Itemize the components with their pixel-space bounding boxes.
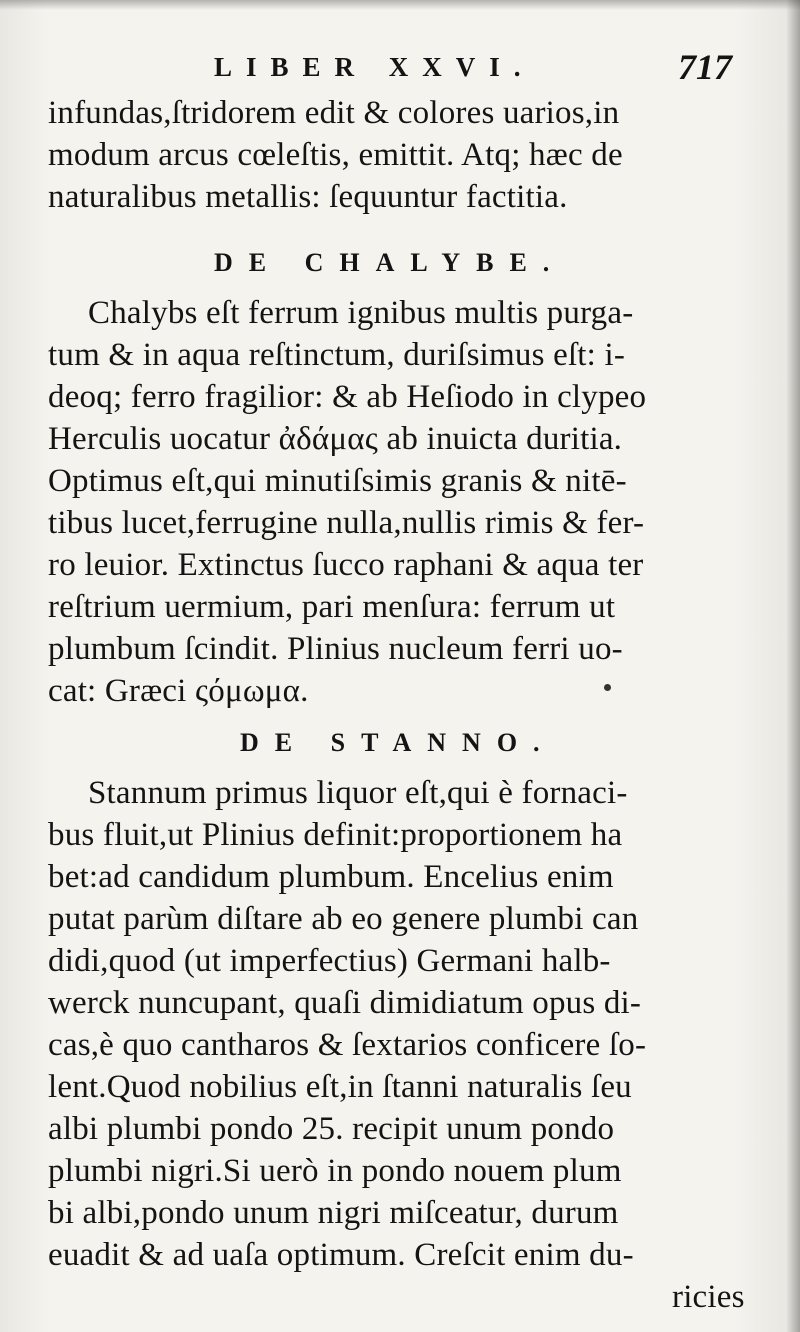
text-line: plumbi nigri.Si uerò in pondo nouem plum xyxy=(48,1153,622,1189)
text-line: tibus lucet,ferrugine nulla,nullis rimis & fer- xyxy=(48,505,645,541)
text-line: bus fluit,ut Plinius definit:proportionem ha xyxy=(48,817,623,853)
text-line: Stannum primus liquor eſt,qui è fornaci- xyxy=(88,775,628,811)
page-top-shadow xyxy=(0,0,800,10)
text-line: bi albi,pondo unum nigri miſceatur, durum xyxy=(48,1195,619,1231)
text-line: reſtrium uermium, pari menſura: ferrum ut xyxy=(48,589,616,625)
text-line: bet:ad candidum plumbum. Encelius enim xyxy=(48,859,614,895)
text-line: Optimus eſt,qui minutiſsimis granis & nitē- xyxy=(48,463,627,499)
text-line: plumbum ſcindit. Plinius nucleum ferri uo- xyxy=(48,631,623,667)
text-line: naturalibus metallis: ſequuntur factitia. xyxy=(48,179,568,215)
section-heading-chalybe: DE CHALYBE. xyxy=(214,248,566,277)
text-line: infundas,ſtridorem edit & colores uarios,in xyxy=(48,95,620,131)
page-gutter-shadow xyxy=(786,0,800,1332)
text-line: tum & in aqua reſtinctum, duriſsimus eſt: i- xyxy=(48,337,626,373)
page-number: 717 xyxy=(678,47,732,87)
text-line: didi,quod (ut imperfectius) Germani halb- xyxy=(48,943,611,979)
text-line: modum arcus cœleſtis, emittit. Atq; hæc de xyxy=(48,137,623,173)
text-line: Herculis uocatur ἀδάμας ab inuicta duritia. xyxy=(48,421,623,457)
text-line: lent.Quod nobilius eſt,in ſtanni naturalis ſeu xyxy=(48,1069,632,1105)
running-head xyxy=(200,44,760,94)
section-heading-stanno: DE STANNO. xyxy=(240,728,556,757)
text-line: ro leuior. Extinctus ſucco raphani & aqua ter xyxy=(48,547,644,583)
catchword: ricies xyxy=(672,1279,745,1315)
text-line: Chalybs eſt ferrum ignibus multis purga- xyxy=(88,295,634,331)
text-line: cat: Græci ςόμωμα. xyxy=(48,673,309,709)
text-line: cas,è quo cantharos & ſextarios conficere ſo- xyxy=(48,1027,647,1063)
text-line: deoq; ferro fragilior: & ab Heſiodo in clypeo xyxy=(48,379,647,415)
text-line: albi plumbi pondo 25. recipit unum pondo xyxy=(48,1111,615,1147)
ink-speck xyxy=(604,684,611,691)
running-title: LIBER XXVI. xyxy=(214,52,535,82)
text-line: werck nuncupant, quaſi dimidiatum opus di- xyxy=(48,985,642,1021)
text-line: putat parùm diſtare ab eo genere plumbi can xyxy=(48,901,639,937)
text-line: euadit & ad uaſa optimum. Creſcit enim du- xyxy=(48,1237,634,1273)
